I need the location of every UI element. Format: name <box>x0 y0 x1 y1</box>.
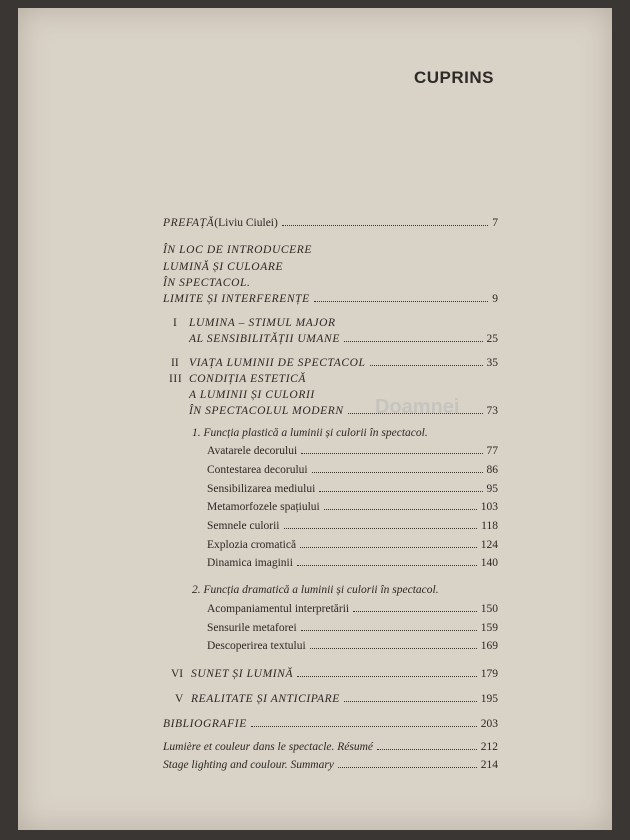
toc-entry-chapter-5[interactable] <box>175 692 498 706</box>
toc-entry-line: ÎN LOC DE INTRODUCERE <box>163 244 313 256</box>
toc-entry-title: LUMINA – STIMUL MAJOR <box>189 317 336 329</box>
toc-entry-line <box>169 372 306 386</box>
toc-page-number: 73 <box>486 405 498 417</box>
toc-leader <box>344 332 483 342</box>
toc-entry-line <box>173 316 336 330</box>
toc-page-number: 150 <box>480 603 498 615</box>
toc-subentry-title: Contestarea decorului <box>207 464 308 476</box>
toc-subentry[interactable] <box>207 538 498 552</box>
toc-subentry-title: Descoperirea textului <box>207 640 306 652</box>
toc-entry-bibliografie[interactable] <box>163 717 498 731</box>
toc-subentry[interactable] <box>207 444 498 458</box>
book-page <box>18 8 612 830</box>
toc-leader <box>353 602 477 612</box>
toc-leader <box>297 556 477 566</box>
toc-subentry-title: Avatarele decorului <box>207 445 298 457</box>
toc-entry-title: CONDIȚIA ESTETICĂ <box>189 373 307 385</box>
toc-leader <box>297 667 477 677</box>
watermark: Doamnei <box>375 396 460 418</box>
toc-page-number: 25 <box>486 333 498 345</box>
toc-page-number: 169 <box>480 640 498 652</box>
toc-leader <box>301 621 477 631</box>
toc-page-number: 77 <box>486 445 498 457</box>
toc-page-number: 214 <box>480 759 498 771</box>
toc-page-number: 124 <box>480 539 498 551</box>
toc-page-number: 203 <box>480 718 498 730</box>
toc-leader <box>344 692 477 702</box>
toc-page-number: 159 <box>480 622 498 634</box>
toc-entry-title: PREFAȚĂ <box>163 217 215 229</box>
toc-leader <box>338 758 477 768</box>
toc-subentry[interactable] <box>207 519 498 533</box>
toc-entry-resume[interactable] <box>163 740 498 754</box>
toc-entry-title: Lumière et couleur dans le spectacle. Résumé <box>163 741 374 753</box>
toc-subentry[interactable] <box>207 463 498 477</box>
toc-page-number: 103 <box>480 501 498 513</box>
toc-page-number: 212 <box>480 741 498 753</box>
toc-entry-line: ÎN SPECTACOL. <box>163 277 251 289</box>
toc-entry-summary[interactable] <box>163 758 498 772</box>
toc-entry-title: AL SENSIBILITĂȚII UMANE <box>189 333 340 345</box>
toc-page-number: 179 <box>480 668 498 680</box>
toc-entry-title: SUNET ȘI LUMINĂ <box>191 668 294 680</box>
toc-section-heading: 2. Funcția dramatică a luminii și culorii în spectacol. <box>192 584 439 596</box>
toc-entry-line: A LUMINII ȘI CULORII <box>189 389 315 401</box>
toc-page-number: 9 <box>492 293 498 305</box>
toc-subentry[interactable] <box>207 602 498 616</box>
toc-page-number: 118 <box>481 520 498 532</box>
toc-section-heading: 1. Funcția plastică a luminii și culorii în spectacol. <box>192 427 428 439</box>
toc-leader <box>282 216 488 226</box>
toc-leader <box>314 292 489 302</box>
toc-entry-title: LIMITE ȘI INTERFERENȚE <box>163 293 310 305</box>
toc-leader <box>251 717 477 727</box>
toc-chapter-number: II <box>171 357 179 369</box>
toc-entry-introducere[interactable] <box>163 292 498 306</box>
toc-subentry-title: Acompaniamentul interpretării <box>207 603 350 615</box>
toc-entry-title: ÎN SPECTACOLUL MODERN <box>189 405 344 417</box>
toc-subentry-title: Sensurile metaforei <box>207 622 297 634</box>
toc-leader <box>301 444 482 454</box>
toc-page-number: 7 <box>492 217 498 229</box>
toc-entry-title: BIBLIOGRAFIE <box>163 718 247 730</box>
toc-subentry[interactable] <box>207 556 498 570</box>
toc-entry-title: VIAȚA LUMINII DE SPECTACOL <box>189 357 366 369</box>
toc-page-number: 86 <box>486 464 498 476</box>
toc-page-number: 140 <box>480 557 498 569</box>
toc-entry-title: REALITATE ȘI ANTICIPARE <box>191 693 340 705</box>
toc-page-number: 35 <box>486 357 498 369</box>
toc-chapter-number: V <box>175 693 184 705</box>
toc-entry-author: (Liviu Ciulei) <box>214 217 278 229</box>
toc-entry-line: LUMINĂ ȘI CULOARE <box>163 261 284 273</box>
toc-entry-title: Stage lighting and coulour. Summary <box>163 759 334 771</box>
toc-chapter-number: III <box>169 373 183 385</box>
toc-entry-chapter-1[interactable] <box>189 332 498 346</box>
toc-leader <box>284 519 478 529</box>
toc-leader <box>377 740 477 750</box>
toc-chapter-number: VI <box>171 668 184 680</box>
toc-subentry-title: Explozia cromatică <box>207 539 297 551</box>
toc-subentry[interactable] <box>207 500 498 514</box>
toc-subentry-title: Dinamica imaginii <box>207 557 293 569</box>
toc-subentry[interactable] <box>207 482 498 496</box>
toc-leader <box>348 404 483 414</box>
toc-leader <box>310 639 477 649</box>
toc-entry-chapter-6[interactable] <box>171 667 498 681</box>
toc-leader <box>324 500 477 510</box>
toc-chapter-number: I <box>173 317 178 329</box>
toc-leader <box>319 482 482 492</box>
toc-subentry-title: Sensibilizarea mediului <box>207 483 316 495</box>
toc-page-number: 95 <box>486 483 498 495</box>
toc-entry-chapter-2[interactable] <box>171 356 498 370</box>
toc-subentry-title: Semnele culorii <box>207 520 280 532</box>
toc-leader <box>370 356 483 366</box>
toc-entry-chapter-3[interactable] <box>189 404 498 418</box>
toc-page-number: 195 <box>480 693 498 705</box>
page-title: CUPRINS <box>413 68 494 87</box>
toc-subentry-title: Metamorfozele spațiului <box>207 501 320 513</box>
toc-subentry[interactable] <box>207 621 498 635</box>
toc-subentry[interactable] <box>207 639 498 653</box>
toc-leader <box>312 463 483 473</box>
toc-leader <box>300 538 477 548</box>
toc-entry-prefata[interactable] <box>163 216 498 230</box>
